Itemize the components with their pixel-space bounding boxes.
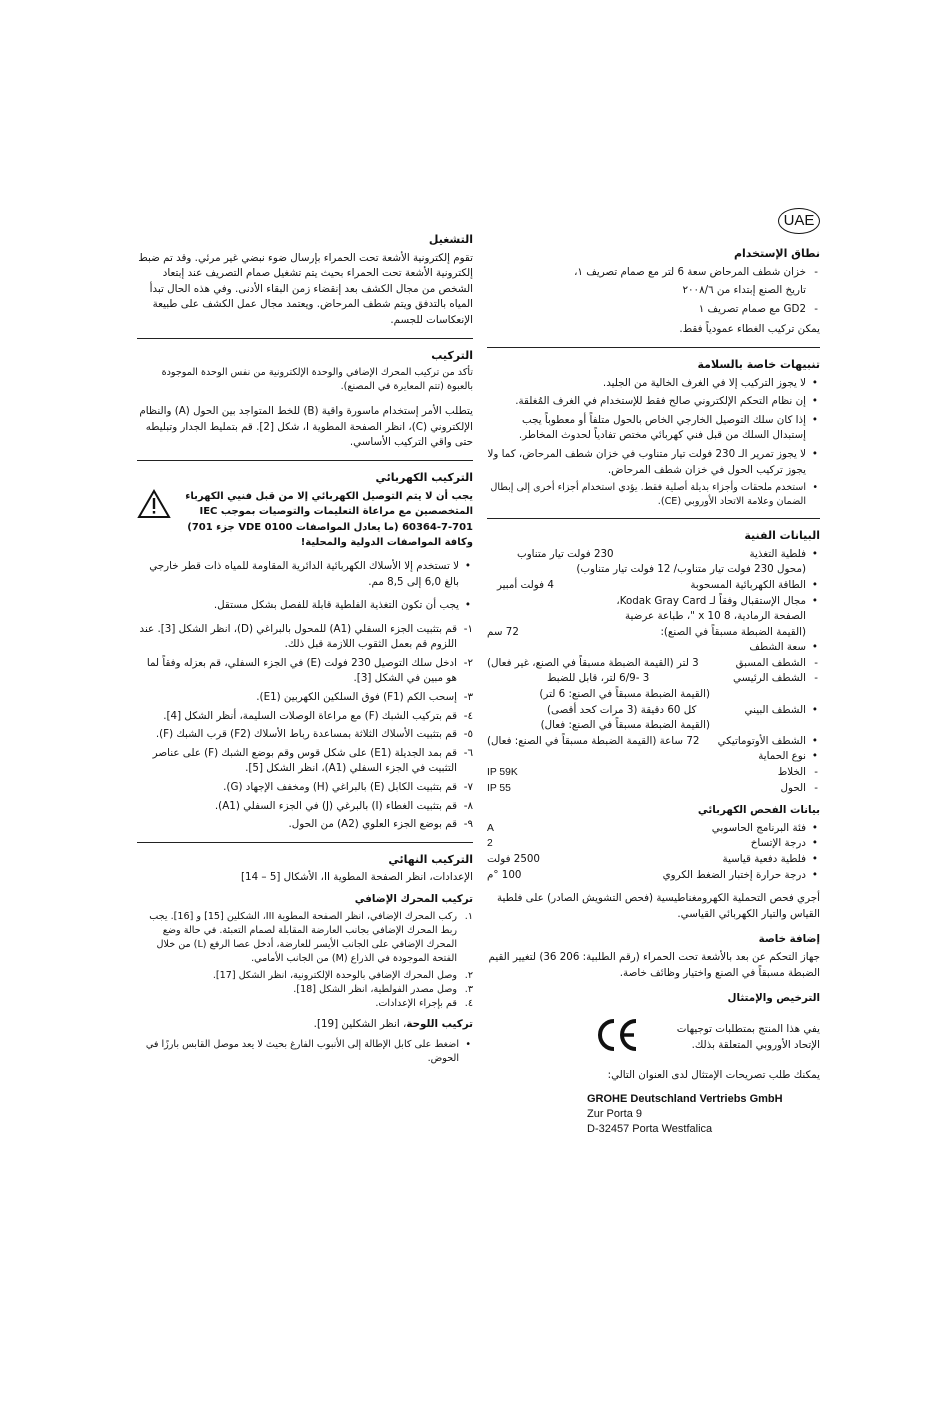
scope-note: يمكن تركيب الغطاء عمودياً فقط. xyxy=(679,323,820,336)
spec-label: الشطف الرئيسي xyxy=(733,672,806,685)
warning-box xyxy=(137,489,473,551)
spec-label: سعة الشطف xyxy=(749,641,806,654)
spec-note: (القيمة الضبطة مسبقاً في الصنع: فعال) xyxy=(540,719,710,732)
list-item: • استخدم ملحقات وأجزاء بديلة أصلية فقط. يؤدي استخدام أجزاء أخرى إلى إبطال الضمان وعلامة الاتحاد الأوروبي (CE). xyxy=(487,481,820,509)
list-item: • إن نظام التحكم الإلكتروني صالح فقط للإستخدام في الغرف المُغلقة. xyxy=(487,394,820,410)
list-item: تاريخ الصنع إبتداء من ٢٠٠٨/٦ xyxy=(682,284,806,297)
spec-value: 100 °م xyxy=(487,868,522,881)
region-badge xyxy=(487,208,820,242)
spec-label: فئة البرنامج الحاسوبي xyxy=(711,821,806,834)
extra-text: جهاز التحكم عن بعد بالأشعة تحت الحمراء (رقم الطلبية: 206 36) لتغيير القيم الضبطة مسبقاً في الصنع واختيار وظائف خاصة. xyxy=(488,950,820,979)
spec-label: درجة حرارة إختبار الضغط الكروي xyxy=(662,868,806,881)
spec-label: الخلاط xyxy=(777,766,806,779)
list-item: ٧- قم بتثبيت الكابل (E) بالبراغي (H) ومخفف الإجهاد (G). xyxy=(223,781,473,794)
scope-list xyxy=(487,265,820,318)
spec-label: فلطية التغذية xyxy=(749,547,806,560)
spec-note: (القيمة الضبطة مسبقاً في الصنع: 6 لتر) xyxy=(539,688,710,701)
operation-text: تقوم إلكترونية الأشعة تحت الحمراء بإرسال ضوء نبضي غير مرئي. وقد تم ضبط إلكترونية الأشعة تحت الحمراء بحيث يتم تشغيل صمام التصريف عند إبتعاد الشخص من مجال الكشف بعد إنقضاء زمن البقاء الأدنى. وفي هذه الحال تبدأ المياه بالتدفق ويتم شطف المرحاض. ويعتمد مجال عمل الكشف على طبيعة الإنعكاسات للجسم. xyxy=(138,251,473,326)
final-prep: الإعدادات، انظر الصفحة المطوية II، الأشكال [5 – 14] xyxy=(240,871,473,884)
list-item: ١. ركب المحرك الإضافي، انظر الصفحة المطوية III، الشكلين [15] و [16]. يجب ربط المحرك الإضافي بجانب العارضة المقابلة لصمام التعبئة. في حالة وضع المحرك الإضافي على الجانب الأيسر للعارضة، أدخل عصا الرفع (L) من خلال الفتحة الموجودة في الذراع (M) من الجانب الأمامي. xyxy=(149,910,473,964)
list-item: • يجب أن تكون التغذية الفلطية قابلة للفصل بشكل مستقل. xyxy=(137,598,473,614)
tech-title: البيانات الفنية xyxy=(744,529,820,543)
electric-bullets xyxy=(137,559,473,614)
plate-line xyxy=(137,1017,473,1033)
conform-request: يمكنك طلب تصريحات الإمتثال لدى العنوان التالي: xyxy=(607,1069,820,1082)
spec-auto: • الشطف الأوتوماتيكي 72 ساعة (القيمة الضبطة مسبقاً في الصنع: فعال) xyxy=(487,734,820,750)
electric-title: التركيب الكهربائي xyxy=(375,470,473,484)
list-item: ٢. وصل المحرك الإضافي بالوحدة الإلكترونية، انظر الشكل [17]. xyxy=(212,969,473,981)
spec-range: • مجال الإستقبال وفقاً لـ Kodak Gray Card، xyxy=(616,594,818,607)
list-item: • إذا كان سلك التوصيل الخارجي الخاص بالحول متلفاً أو معطوباً يجب إستبدال السلك من قبل فني كهربائي مختص تفادياً لحدوث المخاطر. xyxy=(487,413,820,444)
list-item: ٤- قم بتركيب الشبك (F) مع مراعاة الوصلات السليمة، أنظر الشكل [4]. xyxy=(163,709,473,722)
spec-row: • درجة حرارة إختبار الضغط الكروي 100 °م xyxy=(487,868,820,884)
spec-value: A xyxy=(487,822,494,834)
right-column xyxy=(487,208,820,1137)
spec-label: نوع الحماية xyxy=(758,750,806,763)
list-item: • لا تستخدم إلا الأسلاك الكهربائية الدائرية المقاومة للمياه ذات قطر خارجي بالغ 6,0 إلى 8,5 مم. xyxy=(137,559,473,590)
spec-row: • فئة البرنامج الحاسوبي A xyxy=(487,821,820,837)
spec-row: • فلطية دفعية قياسية 2500 فولت xyxy=(487,852,820,868)
elec-title: بيانات الفحص الكهربائي xyxy=(697,804,820,817)
spec-value: 4 فولت أمبير xyxy=(497,578,554,591)
electric-steps xyxy=(137,622,473,833)
list-item: ٨- قم بتثبيت الغطاء (I) بالبرغي (J) في الجزء السفلي (A1). xyxy=(214,799,473,812)
list-item: ٤. قم بإجراء الإعدادات. xyxy=(375,997,473,1009)
spec-inter: • الشطف البيني كل 60 دقيقة (3 مرات كحد أقصى) xyxy=(487,703,820,719)
spec-value: 2 xyxy=(487,838,493,850)
spec-supply: • فلطية التغذية 230 فولت تيار متناوب xyxy=(487,547,820,563)
emc-text: أجري فحص التحملية الكهرومغناطيسية (فحص التشويش الصادر) على فلطية القياس والتيار الكهربائي القياسي. xyxy=(497,892,820,920)
safety-title: تنبيهات خاصة بالسلامة xyxy=(697,357,820,371)
install-title: التركيب xyxy=(431,348,473,362)
spec-power: • الطاقة الكهربائية المسحوبة 4 فولت أمبير xyxy=(487,578,820,594)
tech-specs xyxy=(487,547,820,797)
ce-text: يفي هذا المنتج بمتطلبات توجيهات الإتحاد الأوروبي المتعلقة بذلك. xyxy=(676,1022,820,1051)
spec-label: (القيمة الضبطة مسبقاً في الصنع): xyxy=(660,625,806,638)
plate-ref: ، انظر الشكلين [19]. xyxy=(313,1017,407,1030)
spec-label: الشطف المسبق xyxy=(735,656,806,669)
divider xyxy=(137,460,473,461)
list-item: ١- قم بتثبيت الجزء السفلي (A1) للمحول بالبراغي (D)، انظر الشكل [3]. عند اللزوم قم بعمل الثقوب اللازمة قبل ذلك. xyxy=(139,622,473,651)
list-item: • اضغط على كابل الإطالة إلى الأنبوب الفارغ بحيث لا يعد موصل القابس بارزًا في الحوض. xyxy=(137,1038,473,1066)
list-item: • لا يجوز تمرير الـ 230 فولت تيار متناوب في خزان شطف المرحاض، كما ولا يجوز تركيب الحول في خزان شطف المرحاض. xyxy=(487,447,820,478)
list-item: ٥- قم بتثبيت الأسلاك الثلاثة بمساعدة رباط الأسلاك (F2) قرب الشبك (F). xyxy=(155,728,473,741)
final-title: التركيب النهائي xyxy=(388,852,473,866)
scope-title: نطاق الإستخدام xyxy=(733,247,820,260)
list-item: - GD2 مع صمام تصريف ١ xyxy=(487,302,820,318)
warning-icon xyxy=(137,489,171,525)
spec-value: 3 لتر (القيمة الضبطة مسبقاً في الصنع، غير فعال) xyxy=(487,656,699,669)
spec-value: 230 فولت تيار متناوب xyxy=(517,547,614,560)
spec-range-sub: الصفحة الرمادية، 8 x 10 "، طباعة عرضية xyxy=(625,610,806,623)
list-item: - خزان شطف المرحاض سعة 6 لتر مع صمام تصريف ١، xyxy=(487,265,820,281)
spec-main: - الشطف الرئيسي 3 -6/9 لتر، قابل للضبط xyxy=(487,671,820,687)
divider xyxy=(487,518,820,519)
operation-title: التشغيل xyxy=(428,233,473,246)
list-item: ٢- ادخل سلك التوصيل 230 فولت (E) في الجزء السفلي، قم بعزله وفقاً لما هو مبين في الشكل [3]. xyxy=(146,656,473,685)
spec-value: IP 55 xyxy=(487,782,511,794)
divider xyxy=(137,842,473,843)
install-text-2: يتطلب الأمر إستخدام ماسورة واقية (B) للخط المتواجد بين الحول (A) والنظام الإلكتروني (C)، انظر الصفحة المطوية I، شكل [2]. قم بتمليط الجدار وتبليطه حتى واقي التركيب الأساسي. xyxy=(139,405,473,449)
spec-label: مجال الإستقبال وفقاً لـ Kodak Gray Card، xyxy=(616,594,806,607)
spec-label: الحول xyxy=(780,781,806,794)
motor-title: تركيب المحرك الإضافي xyxy=(354,893,473,905)
list-item: ٩- قم بوضع الجزء العلوي (A2) من الحول. xyxy=(288,818,473,831)
extra-title: إضافة خاصة xyxy=(758,933,820,946)
company-name: GROHE Deutschland Vertriebs GmbH xyxy=(587,1092,783,1105)
divider xyxy=(487,347,820,348)
spec-mixer: - الخلاط IP 59K xyxy=(487,765,820,781)
spec-label: الشطف الأوتوماتيكي xyxy=(717,734,806,747)
spec-pre: - الشطف المسبق 3 لتر (القيمة الضبطة مسبقاً في الصنع، غير فعال) xyxy=(487,656,820,672)
list-item: ٣- إسحب الكم (F1) فوق السلكين الكهربين (E1). xyxy=(256,691,473,704)
warning-text: يجب أن لا يتم التوصيل الكهربائي إلا من قبل فنيي الكهرباء المتخصصين مع مراعاة التعليمات والتوصيات بموجب IEC 60364-7-701 (ما يعادل المواصفات VDE 0100 جزء 701) وكافة المواصفات الدولية والمحلية! xyxy=(185,490,473,549)
spec-value: 2500 فولت xyxy=(487,853,540,865)
spec-value: 3 -6/9 لتر، قابل للضبط xyxy=(547,672,650,685)
spec-protect: • نوع الحماية xyxy=(758,750,818,763)
spec-label: درجة الإتساخ xyxy=(750,837,806,850)
spec-value: 72 ساعة (القيمة الضبطة مسبقاً في الصنع: فعال) xyxy=(487,734,700,747)
spec-label: الشطف البيني xyxy=(744,703,806,716)
company-city: D-32457 Porta Westfalica xyxy=(587,1122,713,1135)
spec-row: • درجة الإتساخ 2 xyxy=(487,836,820,852)
spec-label: فلطية دفعية قياسية xyxy=(722,853,806,865)
address-block xyxy=(487,1092,820,1137)
spec-note: (محول 230 فولت تيار متناوب/ 12 فولت تيار متناوب) xyxy=(576,563,806,576)
plate-title: تركيب اللوحة xyxy=(406,1017,473,1030)
ce-block xyxy=(487,1017,820,1059)
list-item: ٦- قم بمد الجديلة (E1) على شكل قوس وقم بوضع الشبك (F) على عناصر التثبيت في الجزء السفلي (A1)، انظر الشكل [5]. xyxy=(152,746,473,775)
conform-title: الترخيص والإمتثال xyxy=(727,992,820,1005)
spec-range-note xyxy=(487,625,820,641)
motor-steps xyxy=(137,910,473,1011)
uae-badge: UAE xyxy=(778,208,820,234)
spec-value: 72 سم xyxy=(487,625,519,638)
ce-mark-icon xyxy=(594,1017,640,1059)
safety-list xyxy=(487,376,820,510)
spec-adapter: - الحول IP 55 xyxy=(487,781,820,797)
divider xyxy=(137,338,473,339)
plate-bullets xyxy=(137,1038,473,1066)
spec-flush: • سعة الشطف xyxy=(749,641,818,654)
list-item: • لا يجوز التركيب إلا في الغرف الخالية من الجليد. xyxy=(487,376,820,392)
left-column xyxy=(137,228,473,1071)
spec-label: الطاقة الكهربائية المسحوبة xyxy=(690,578,806,591)
elec-specs xyxy=(487,821,820,883)
spec-value: كل 60 دقيقة (3 مرات كحد أقصى) xyxy=(547,703,697,716)
list-item: ٣. وصل مصدر الفولطية، انظر الشكل [18]. xyxy=(293,983,473,995)
spec-value: IP 59K xyxy=(487,767,518,779)
install-text-1: تأكد من تركيب المحرك الإضافي والوحدة الإلكترونية من نفس الوحدة الموجودة بالعبوة (تتم المعايرة في المصنع). xyxy=(161,367,473,393)
company-street: Zur Porta 9 xyxy=(587,1107,643,1120)
